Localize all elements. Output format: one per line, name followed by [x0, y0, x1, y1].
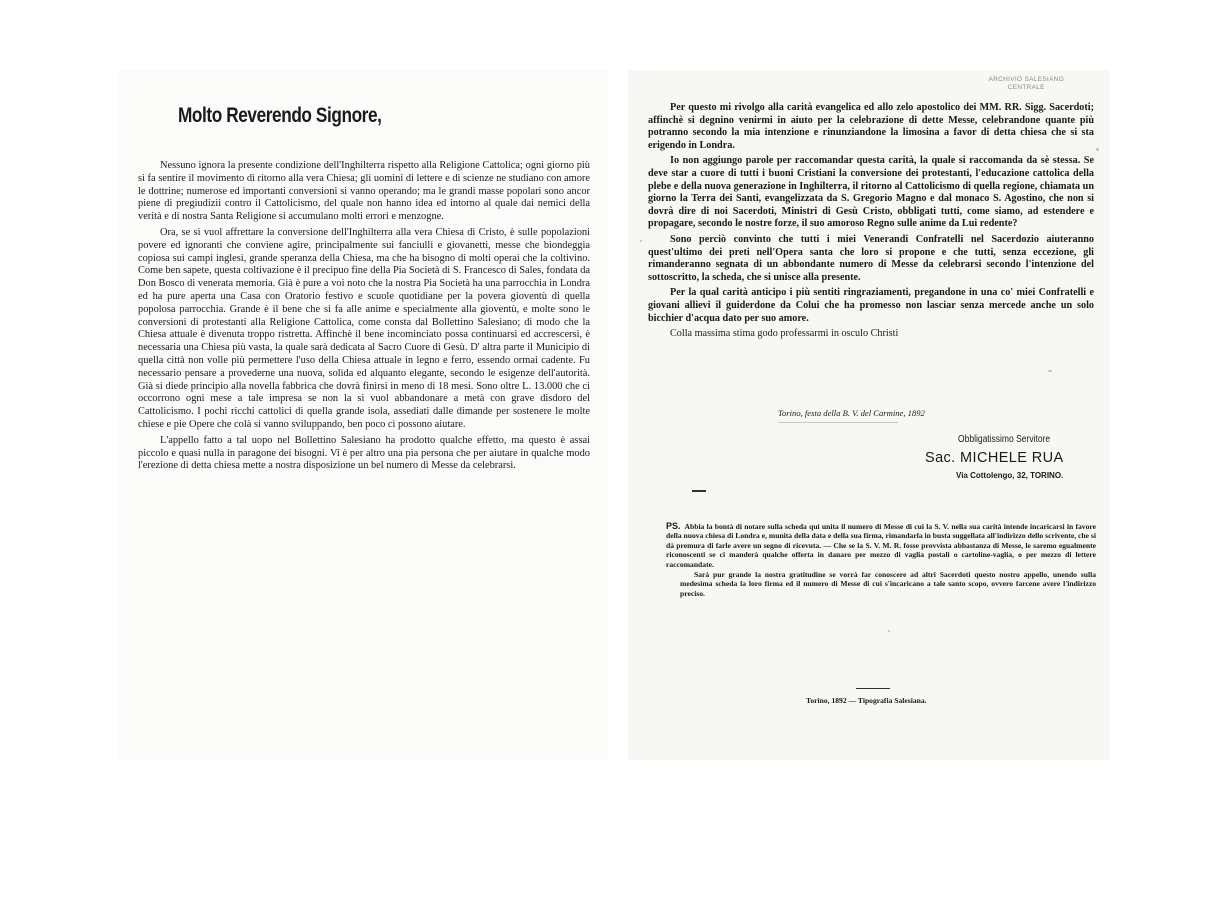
paper-speck: [1096, 148, 1099, 151]
stamp-line: CENTRALE: [1007, 84, 1045, 91]
signature-name: Sac. MICHELE RUA: [925, 450, 1064, 466]
letter-salutation: Molto Reverendo Signore,: [178, 104, 382, 127]
archive-stamp: [989, 76, 1064, 92]
postscript-text: Abbia la bontà di notare sulla scheda qui unita il numero di Messe di cui la S. V. nella sua carità intende incaricarsi in favore della nuova chiesa di Londra e, munita della data e della sua firma, rimandarla in busta suggellata all'indirizzo dello scrivente, che si dà premura di farle avere un segno di ricevuta. — Che se la S. V. M. R. fosse provvista abbastanza di Messe, le saremo egualmente riconoscenti se ci manderà qualche offerta in danaro per mezzo di vaglia postali o cartoline-vaglia, o per mezzo di lettere raccomandate.: [666, 522, 1096, 569]
paragraph: Io non aggiungo parole per raccomandar questa carità, la quale si raccomanda da sè stessa. Se deve star a cuore di tutti i buoni Cristiani la conversione dei protestanti, l'educazione cattolica della plebe e della nuova generazione in Inghilterra, il ritorno al Cattolicismo di quella regione, chiamata un giorno la Terra dei Santi, evangelizzata da S. Gregorio Magno e dal monaco S. Agostino, che non si dovrà dire di noi Sacerdoti, Ministri di Gesù Cristo, obbligati tutti, come siamo, ad estendere e propagare, secondo le nostre forze, il suo amoroso Regno sulle anime da Lui redente?: [648, 155, 1094, 230]
left-page-body: [138, 160, 590, 476]
paper-speck: [640, 240, 642, 242]
right-page: [628, 70, 1110, 760]
paragraph: Colla massima stima godo professarmi in osculo Christi: [670, 328, 899, 340]
divider: [856, 688, 890, 689]
postscript: [666, 522, 1096, 598]
paper-speck: [888, 630, 890, 632]
dateline: Torino, festa della B. V. del Carmine, 1892: [778, 408, 925, 418]
left-page: [118, 70, 608, 760]
paragraph: Per questo mi rivolgo alla carità evangelica ed allo zelo apostolico dei MM. RR. Sigg. Sacerdoti; affinchè si degnino venirmi in aiuto per la celebrazione di dette Messe, celebrandone quante più potranno secondo la mia intenzione e rinunziandone la limosina a favor di detta chiesa che si sta erigendo in Londra.: [648, 102, 1094, 151]
paragraph: Sono perciò convinto che tutti i miei Venerandi Confratelli nel Sacerdozio aiuteranno quest'ultimo dei preti nell'Opera santa che loro si propone e che tutti, senza eccezione, gli rimanderanno segnata di un abbondante numero di Messe da celebrarsi secondo l'intenzione del sottoscritto, la scheda, che si unisce alla presente.: [648, 233, 1094, 283]
paper-speck: [1048, 370, 1052, 372]
divider: [692, 490, 706, 492]
paragraph: Ora, se si vuol affrettare la conversione dell'Inghilterra alla vera Chiesa di Cristo, è sulle popolazioni povere ed ignoranti che conviene agire, principalmente sui fanciulli e giovanetti, messe che biondeggia copiosa sui campi inglesi, grande speranza della Chiesa, ma che ha bisogno di molti operai che la coltivino. Come ben sapete, questa coltivazione è il precipuo fine della Pia Società di S. Francesco di Sales, fondata da Don Bosco di venerata memoria. Già è pure a voi noto che la nostra Pia Società ha una parrocchia in Londra ed ha pure aperta una Casa con Oratorio festivo e scuole quotidiane per la povera gioventù di quella popolosa parrocchia. Grande è il bene che si fa alle anime e specialmente alla gioventù, e molte sono le conversioni di protestanti alla Religione Cattolica, come consta dal Bollettino Salesiano; di modo che la Chiesa attuale è divenuta troppo ristretta. Affinchè il bene incominciato possa continuarsi ed accrescersi, è necessaria una Chiesa più vasta, la quale sarà dedicata al Sacro Cuore di Gesù. D' altra parte il Municipio di quella città non volle più permettere l'uso della Chiesa attuale in legno e ferro, essendo ormai cadente. Fu necessario pensare a provederne una nuova, solida ed alquanto elegante, secondo le esigenze dell'autorità. Già si diede principio alla novella fabbrica che dovrà finirsi in meno di 18 mesi. Sono oltre L. 13.000 che ci occorrono ogni mese a tale impresa se non la si vuol abbandonare a metà con grave disdoro del Cattolicismo. I pochi ricchi cattolici di quella grande isola, assediati dalle dimande per sostenere le molte chiese e pie Opere che colà si vanno sviluppando, ben poco ci possono aiutare.: [138, 226, 590, 430]
paragraph: L'appello fatto a tal uopo nel Bollettino Salesiano ha prodotto qualche effetto, ma questo è assai piccolo e quasi nulla in paragone dei bisogni. Vi è per altro una pia persona che per aiutare in qualche modo l'erezione di detta chiesa mette a nostra disposizione un bel numero di Messe da celebrarsi.: [138, 434, 590, 472]
right-page-body: [648, 102, 1094, 344]
sender-address: Via Cottolengo, 32, TORINO.: [956, 471, 1064, 480]
closing-formula: Obbligatissimo Servitore: [958, 434, 1051, 445]
stamp-line: ARCHIVIO SALESIANO: [988, 76, 1064, 83]
divider: [778, 422, 898, 423]
paragraph: Per la qual carità anticipo i più sentiti ringraziamenti, pregandone in una co' miei Confratelli e giovani allievi il guiderdone da Colui che ha promesso non lasciar senza mercede anche un solo bicchier d'acqua dato per suo amore.: [648, 287, 1094, 324]
postscript-paragraph: Sarà pur grande la nostra gratitudine se vorrà far conoscere ad altri Sacerdoti questo nostro appello, unendo sulla medesima scheda la loro firma ed il numero di Messe di cui s'incaricano a tale santo scopo, ovvero farcene avere l'indirizzo preciso.: [680, 570, 1096, 598]
postscript-label: PS.: [666, 521, 681, 531]
paragraph: Nessuno ignora la presente condizione dell'Inghilterra rispetto alla Religione Cattolica; ogni giorno più si fa sentire il movimento di ritorno alla vera Chiesa; gli uomini di lettere e di scienze ne studiano con amore le dottrine; numerose ed importanti conversioni si vanno operando; ma le grandi masse popolari sono ancor piene di pregiudizii contro il Cattolicismo, del quale non hanno idea ed intorno al quale dai nemici della verità e di nostra Santa Religione si accumulano molti errori e menzogne.: [138, 160, 590, 223]
postscript-paragraph: [666, 522, 1096, 569]
printer-footer: Torino, 1892 — Tipografia Salesiana.: [806, 696, 927, 705]
